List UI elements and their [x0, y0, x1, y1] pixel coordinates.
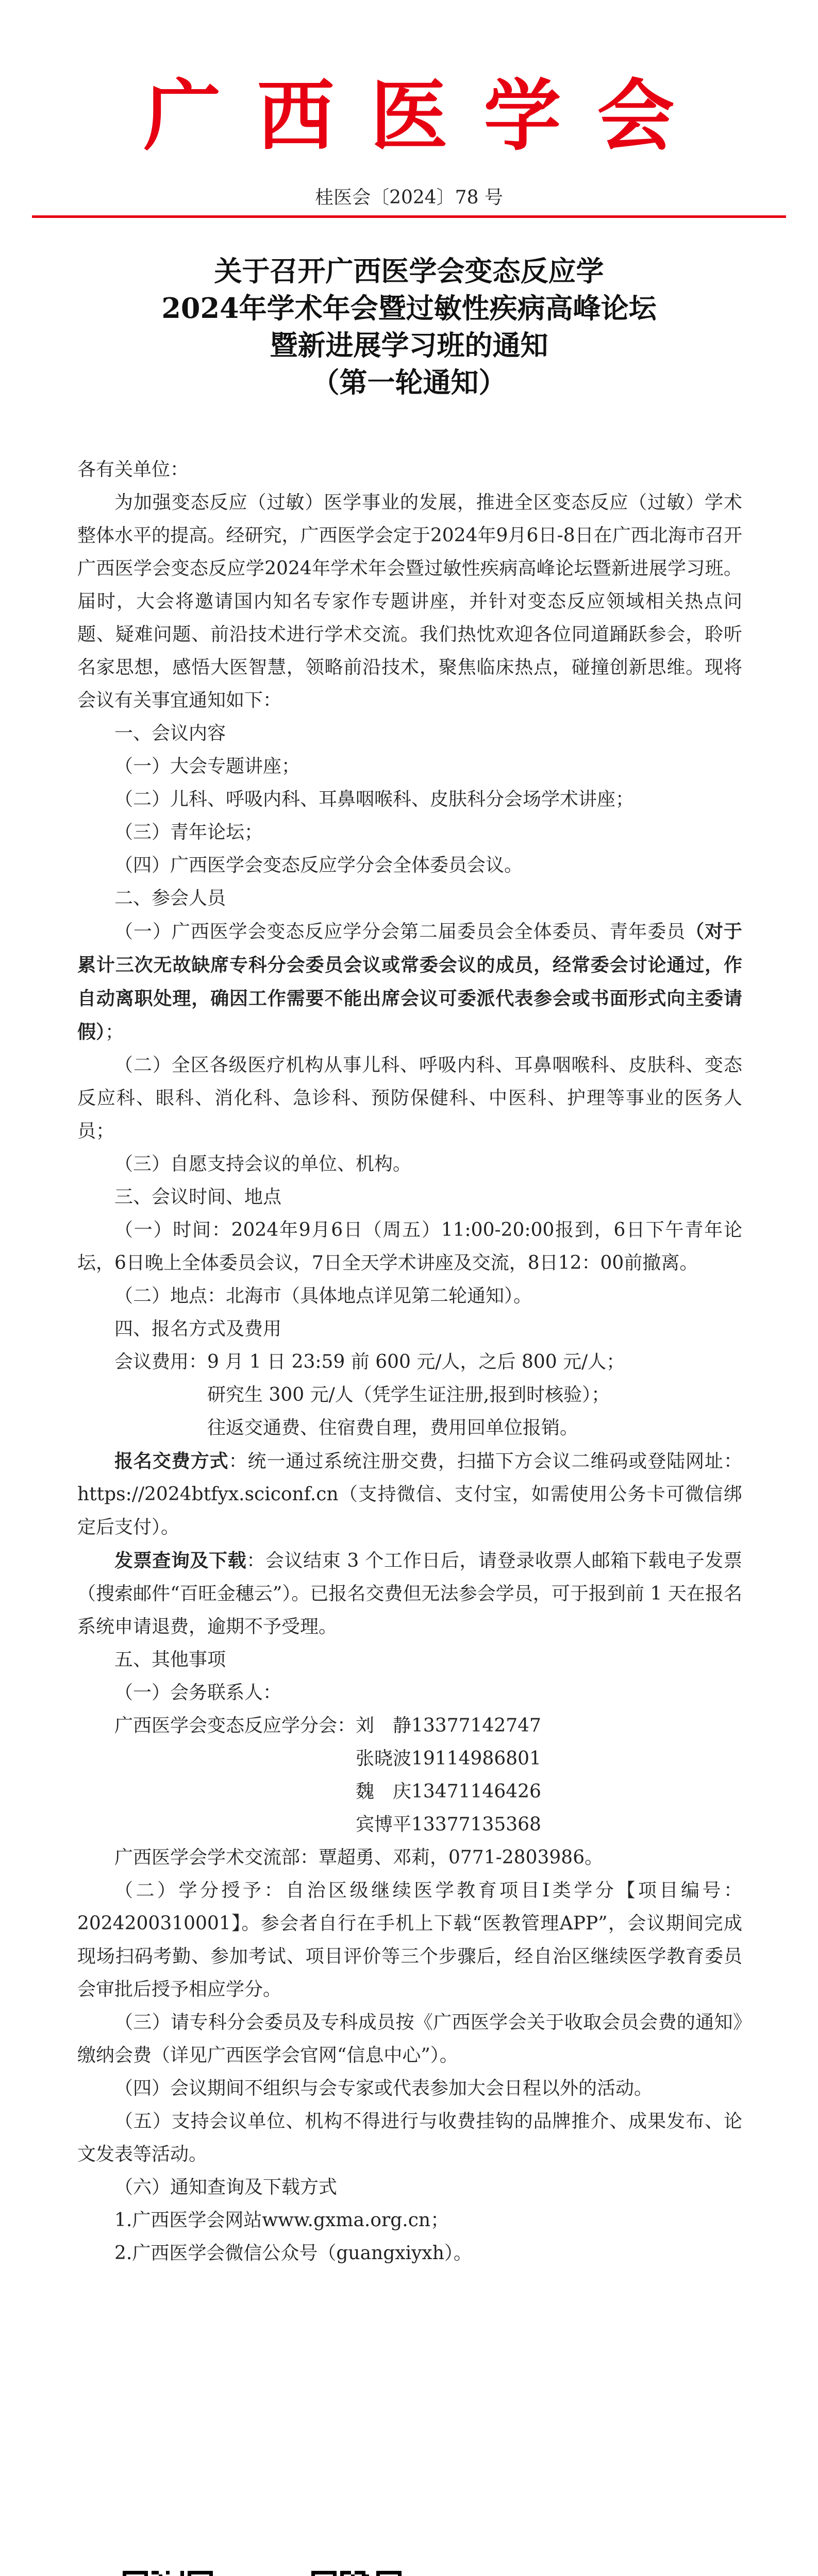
section-1-item-3: （三）青年论坛；: [114, 822, 263, 843]
invoice-paragraph: [77, 1544, 742, 1643]
intro-paragraph: 为加强变态反应（过敏）医学事业的发展，推进全区变态反应（过敏）学术整体水平的提高。经研究，广西医学会定于2024年9月6日-8日在广西北海市召开广西医学会变态反应学2024年学术年会暨过敏性疾病高峰论坛暨新进展学习班。届时，大会将邀请国内知名专家作专题讲座，并针对变态反应领域相关热点问题、疑难问题、前沿技术进行学术交流。我们热忱欢迎各位同道踊跃参会，聆听名家思想，感悟大医智慧，领略前沿技术，聚焦临床热点，碰撞创新思维。现将会议有关事宜通知如下：: [77, 492, 742, 711]
wechat-qr-code[interactable]: [311, 2571, 402, 2576]
contact-row-2: [77, 1742, 742, 1775]
section-4-title: 四、报名方式及费用: [114, 1318, 282, 1340]
registration-label: 报名交费方式: [114, 1450, 229, 1472]
notice-title: [0, 252, 818, 401]
invoice-text: ：会议结束 3 个工作日后，请登录收票人邮箱下载电子发票（搜索邮件“百旺金穗云”）。已报名交费但无法参会学员，可于报到前 1 天在报名系统申请退费，逾期不予受理。: [77, 1550, 742, 1637]
section-3-title: 三、会议时间、地点: [114, 1187, 282, 1208]
registration-qr-code[interactable]: [123, 2571, 213, 2576]
fee-line-3: 往返交通费、住宿费自理，费用回单位报销。: [207, 1417, 579, 1438]
section-2-item-2: （二）全区各级医疗机构从事儿科、呼吸内科、耳鼻咽喉科、皮肤科、变态反应科、眼科、消化科、急诊科、预防保健科、中医科、护理等事业的医务人员；: [77, 1055, 742, 1142]
title-line-2: 2024年学术年会暨过敏性疾病高峰论坛: [161, 292, 657, 325]
academic-contact: 广西医学会学术交流部：覃超勇、邓莉，0771-2803986。: [114, 1847, 604, 1868]
red-divider: [32, 215, 786, 218]
qr-code-icon: [311, 2571, 402, 2576]
s2-item-1-end: ；: [105, 1022, 124, 1043]
registration-text: ：统一通过系统注册交费，扫描下方会议二维码或登陆网址：https://2024btfyx.sciconf.cn（支持微信、支付宝，如需使用公务卡可微信绑定后支付）。: [77, 1451, 742, 1538]
title-line-3: 暨新进展学习班的通知: [270, 329, 548, 362]
section-2-title: 二、参会人员: [114, 888, 226, 909]
section-5-item-2: （二）学分授予：自治区级继续医学教育项目I类学分【项目编号：2024200310001】。参会者自行在手机上下载“医教管理APP”，会议期间完成现场扫码考勤、参加考试、项目评价等三个步骤后，经自治区继续医学教育委员会审批后授予相应学分。: [77, 1880, 742, 2000]
section-1-item-2: （二）儿科、呼吸内科、耳鼻咽喉科、皮肤科分会场学术讲座；: [114, 789, 635, 810]
s2-item-1-bold-note: （对于累计三次无故缺席专科分会委员会议或常委会议的成员，经常委会讨论通过，作自动离职处理，确因工作需要不能出席会议可委派代表参会或书面形式向主委请假）: [77, 921, 742, 1043]
section-3-item-2: （二）地点：北海市（具体地点详见第二轮通知）。: [114, 1285, 532, 1307]
section-5-item-3: （三）请专科分会委员及专科成员按《广西医学会关于收取会员会费的通知》缴纳会费（详见广西医学会官网“信息中心”）。: [77, 2012, 742, 2066]
contact-person: 魏 庆13471146426: [356, 1781, 541, 1802]
download-option-1: 1.广西医学会网站www.gxma.org.cn；: [114, 2210, 449, 2231]
title-line-1: 关于召开广西医学会变态反应学: [214, 255, 604, 287]
contact-row-1: [77, 1709, 742, 1742]
notice-body: [77, 453, 742, 2270]
section-1-title: 一、会议内容: [114, 723, 226, 744]
contact-row-4: [77, 1808, 742, 1841]
fee-line-1: 会议费用：9 月 1 日 23:59 前 600 元/人，之后 800 元/人；: [114, 1351, 625, 1372]
document-number: 桂医会〔2024〕78 号: [315, 187, 503, 208]
contact-row-3: [77, 1775, 742, 1808]
contact-person: 刘 静13377142747: [356, 1715, 541, 1736]
qr-code-icon: [123, 2571, 213, 2576]
org-header-title: 广西医学会: [143, 71, 711, 161]
contact-person: 张晓波19114986801: [356, 1748, 541, 1769]
section-1-item-1: （一）大会专题讲座；: [114, 756, 301, 777]
section-5-item-5: （五）支持会议单位、机构不得进行与收费挂钩的品牌推介、成果发布、论文发表等活动。: [77, 2111, 742, 2165]
s2-item-1-text: （一）广西医学会变态反应学分会第二届委员会全体委员、青年委员: [114, 921, 686, 942]
fee-line-2: 研究生 300 元/人（凭学生证注册,报到时核验）；: [207, 1384, 610, 1405]
contact-person: 宾博平13377135368: [356, 1814, 541, 1835]
invoice-label: 发票查询及下载: [114, 1550, 247, 1571]
section-2-item-3: （三）自愿支持会议的单位、机构。: [114, 1154, 412, 1175]
contact-org: 广西医学会变态反应学分会：: [114, 1715, 356, 1736]
section-3-item-1: （一）时间：2024年9月6日（周五）11:00-20:00报到，6日下午青年论坛，6日晚上全体委员会议，7日全天学术讲座及交流，8日12：00前撤离。: [77, 1219, 742, 1274]
registration-paragraph: [77, 1445, 742, 1544]
section-5-item-1: （一）会务联系人：: [114, 1682, 282, 1703]
section-5-title: 五、其他事项: [114, 1649, 226, 1670]
salutation: 各有关单位：: [77, 459, 189, 480]
section-1-item-4: （四）广西医学会变态反应学分会全体委员会议。: [114, 855, 523, 876]
section-5-item-6: （六）通知查询及下载方式: [114, 2177, 338, 2198]
download-option-2: 2.广西医学会微信公众号（guangxiyxh）。: [114, 2243, 472, 2264]
section-2-item-1: [77, 915, 742, 1049]
section-5-item-4: （四）会议期间不组织与会专家或代表参加大会日程以外的活动。: [114, 2078, 653, 2099]
title-line-4: （第一轮通知）: [311, 366, 507, 399]
